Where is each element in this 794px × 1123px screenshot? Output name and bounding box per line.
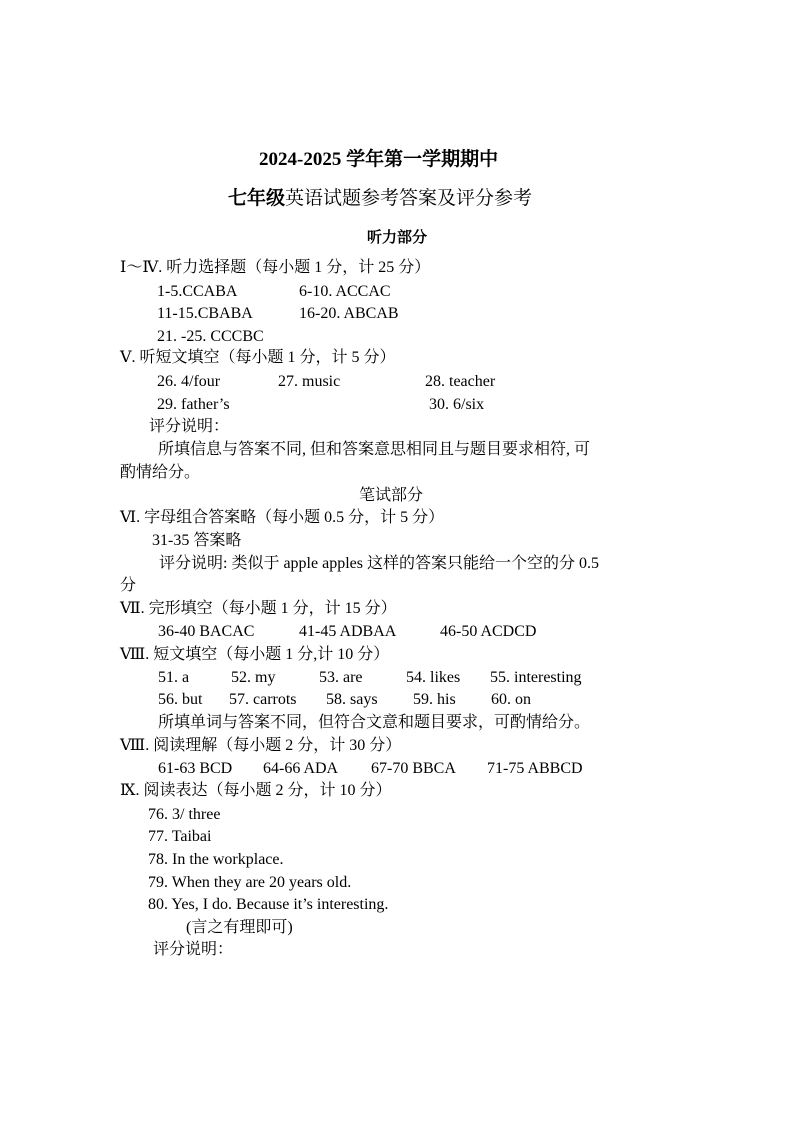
- q10-note-label: 评分说明：: [153, 941, 234, 958]
- q1-4-heading: Ⅰ～Ⅳ. 听力选择题（每小题 1 分，计 25 分）: [120, 259, 431, 276]
- section-written-title: 笔试部分: [359, 487, 424, 504]
- answer-27: 27. music: [278, 373, 341, 390]
- answer-71-75: 71-75 ABBCD: [487, 760, 583, 777]
- answer-78: 78. In the workplace.: [148, 851, 284, 868]
- answer-79: 79. When they are 20 years old.: [148, 874, 352, 891]
- q8-heading: Ⅷ. 短文填空（每小题 1 分,计 10 分）: [120, 646, 390, 663]
- answer-54: 54. likes: [406, 669, 461, 686]
- q6-note-line2: 分: [120, 577, 137, 594]
- answer-80-note: (言之有理即可): [186, 919, 293, 936]
- answer-6-10: 6-10. ACCAC: [299, 283, 391, 300]
- answer-67-70: 67-70 BBCA: [371, 760, 456, 777]
- answer-29: 29. father’s: [157, 396, 230, 413]
- answer-76: 76. 3/ three: [148, 806, 221, 823]
- q6-heading: Ⅵ. 字母组合答案略（每小题 0.5 分，计 5 分）: [120, 509, 445, 526]
- q10-heading: Ⅸ. 阅读表达（每小题 2 分，计 10 分）: [120, 782, 392, 799]
- q9-heading: Ⅷ. 阅读理解（每小题 2 分，计 30 分）: [120, 737, 402, 754]
- answer-16-20: 16-20. ABCAB: [299, 305, 399, 322]
- q5-note-label: 评分说明：: [149, 418, 230, 435]
- subtitle-rest: 英语试题参考答案及评分参考: [285, 188, 533, 209]
- answer-41-45: 41-45 ADBAA: [299, 623, 397, 640]
- answer-51: 51. a: [158, 669, 190, 686]
- answer-1-5: 1-5.CCABA: [157, 283, 238, 300]
- answer-58: 58. says: [326, 691, 378, 708]
- q5-note-line1: 所填信息与答案不同, 但和答案意思相同且与题目要求相符, 可: [158, 441, 591, 458]
- answer-31-35: 31-35 答案略: [152, 532, 242, 549]
- answer-53: 53. are: [319, 669, 363, 686]
- answer-60: 60. on: [491, 691, 531, 708]
- answer-46-50: 46-50 ACDCD: [440, 623, 537, 640]
- answer-80: 80. Yes, I do. Because it’s interesting.: [148, 896, 389, 913]
- answer-56: 56. but: [158, 691, 203, 708]
- answer-28: 28. teacher: [425, 373, 496, 390]
- answer-77: 77. Taibai: [148, 828, 212, 845]
- q5-heading: Ⅴ. 听短文填空（每小题 1 分，计 5 分）: [120, 349, 396, 366]
- q6-note-line1: 评分说明: 类似于 apple apples 这样的答案只能给一个空的分 0.5: [159, 555, 599, 572]
- answer-36-40: 36-40 BACAC: [158, 623, 255, 640]
- answer-64-66: 64-66 ADA: [263, 760, 339, 777]
- answer-21-25: 21. -25. CCCBC: [157, 328, 264, 345]
- q8-note: 所填单词与答案不同，但符合文意和题目要求，可酌情给分。: [158, 714, 591, 731]
- answer-55: 55. interesting: [490, 669, 582, 686]
- q5-note-line2: 酌情给分。: [120, 464, 201, 481]
- subtitle-grade: 七年级: [228, 188, 286, 209]
- answer-11-15: 11-15.CBABA: [157, 305, 253, 322]
- doc-subtitle: [228, 189, 532, 209]
- answer-26: 26. 4/four: [157, 373, 221, 390]
- doc-title: 2024-2025 学年第一学期期中: [259, 149, 499, 170]
- answer-59: 59. his: [413, 691, 456, 708]
- answer-30: 30. 6/six: [429, 396, 485, 413]
- answer-52: 52. my: [231, 669, 276, 686]
- section-listening-title: 听力部分: [367, 230, 428, 246]
- answer-57: 57. carrots: [229, 691, 297, 708]
- answer-61-63: 61-63 BCD: [158, 760, 233, 777]
- q7-heading: Ⅶ. 完形填空（每小题 1 分，计 15 分）: [120, 600, 397, 617]
